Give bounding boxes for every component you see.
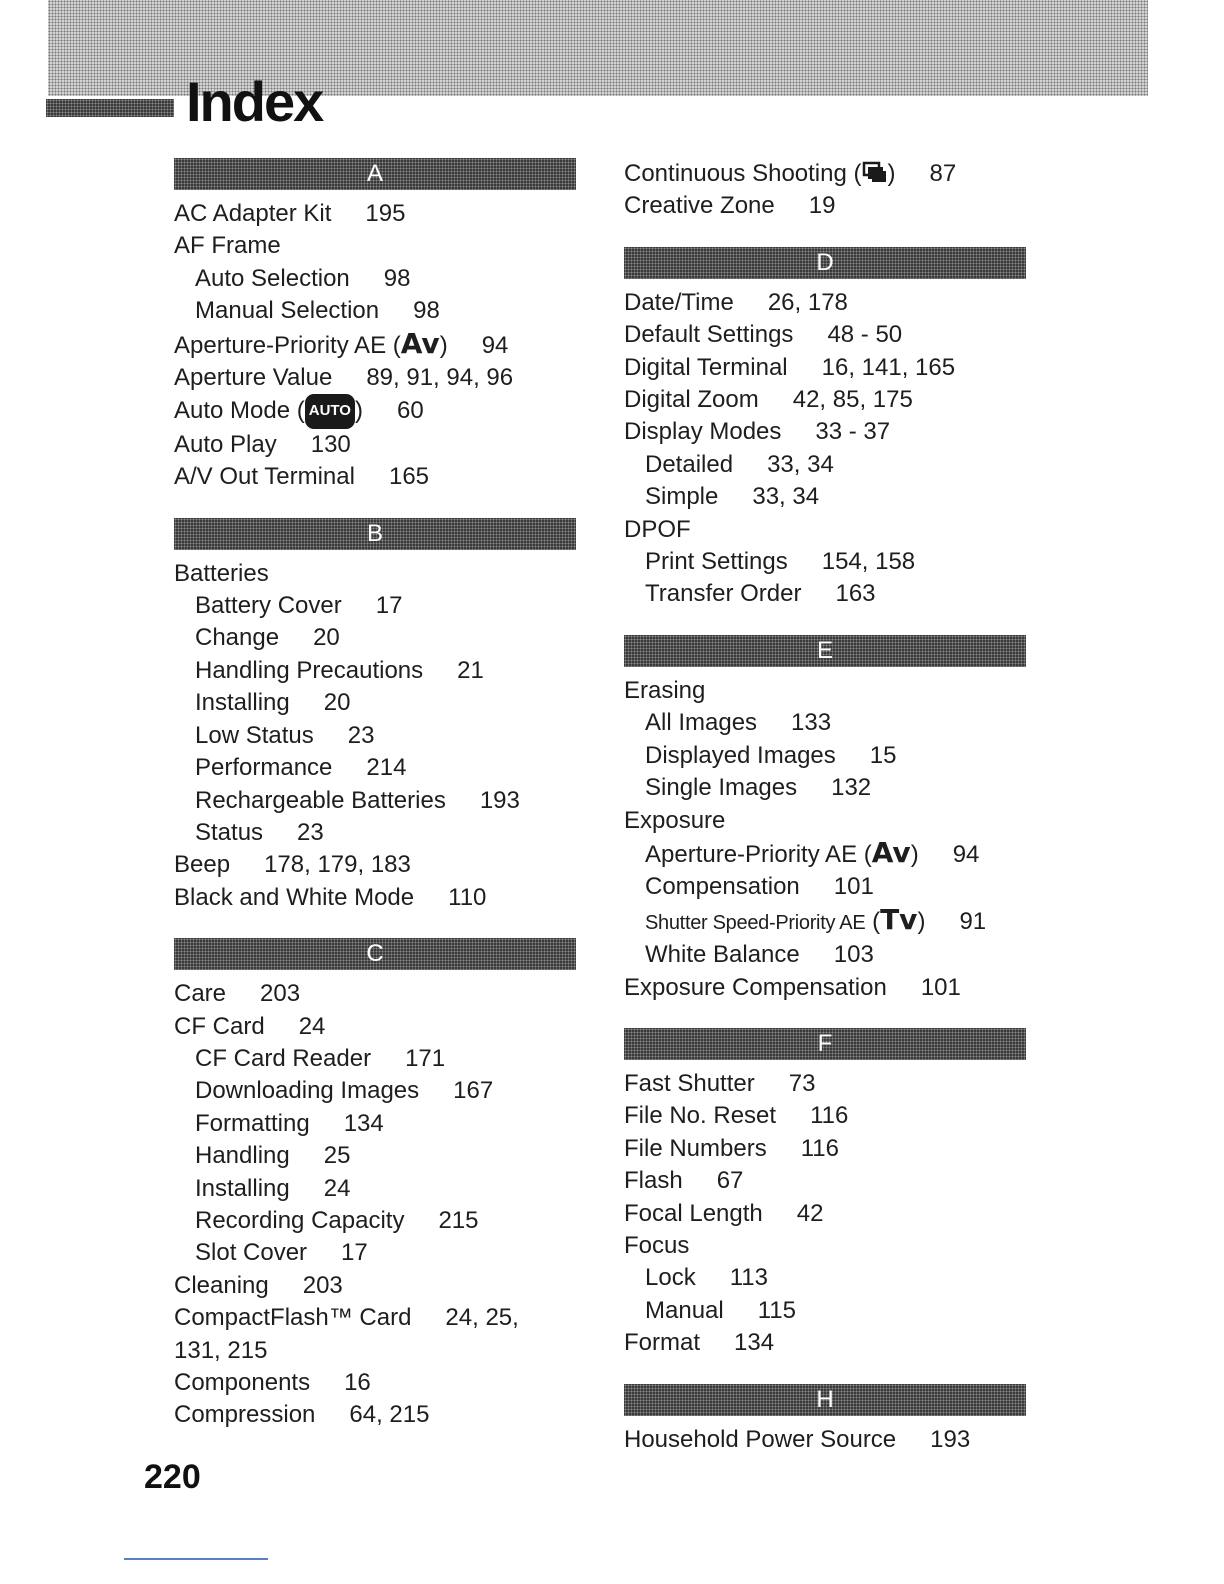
entry-name: Exposure (624, 806, 726, 834)
index-subentry (174, 817, 576, 849)
entry-name: Cleaning (174, 1271, 269, 1299)
section-spacer (624, 223, 1026, 247)
entry-name: Shutter Speed-Priority AE (645, 911, 866, 934)
entry-pages: 87 (929, 160, 957, 187)
section-letter-header: F (624, 1028, 1026, 1060)
entry-name: Performance (195, 754, 333, 782)
index-entry (174, 362, 576, 394)
entry-pages: 98 (383, 264, 411, 292)
entry-pages: 60 (396, 397, 424, 425)
index-subentry (624, 871, 1026, 903)
entry-pages: 17 (341, 1239, 368, 1267)
entry-name: Fast Shutter (624, 1069, 755, 1097)
index-section (624, 247, 1026, 611)
index-entry (624, 1327, 1026, 1359)
index-entry (624, 1230, 1026, 1262)
index-column-right (624, 158, 1026, 1456)
entry-pages: 94 (952, 840, 980, 868)
aperture-priority-icon: (Av) (386, 326, 448, 360)
entry-name: Auto Play (174, 430, 277, 458)
entry-pages: 17 (375, 592, 403, 620)
index-subentry (624, 939, 1026, 971)
entry-name: Auto Mode (174, 397, 291, 425)
entry-name: A/V Out Terminal (174, 463, 355, 491)
index-subentry (624, 449, 1026, 481)
index-subentry (174, 1205, 576, 1237)
entry-pages: 98 (413, 297, 440, 325)
index-entry (174, 328, 576, 362)
entry-name: Slot Cover (195, 1239, 308, 1267)
entry-name: CompactFlash™ Card (174, 1304, 412, 1332)
index-subentry (174, 1237, 576, 1269)
entry-name: Flash (624, 1167, 683, 1195)
entry-pages: 21 (457, 656, 484, 684)
index-section (174, 938, 576, 1432)
entry-pages: 195 (365, 200, 406, 227)
index-entry (174, 882, 576, 914)
index-entry (624, 287, 1026, 319)
entry-pages: 165 (388, 463, 430, 491)
index-subentry (174, 720, 576, 752)
entry-name: Erasing (624, 676, 706, 704)
entry-name: Date/Time (624, 288, 734, 316)
index-subentry (624, 481, 1026, 513)
entry-name: CF Card (174, 1012, 265, 1040)
index-entry (624, 190, 1026, 222)
section-letter-header: D (624, 247, 1026, 279)
index-subentry (174, 1173, 576, 1205)
index-entry (624, 1100, 1026, 1132)
section-letter-header: E (624, 635, 1026, 667)
index-entry (624, 675, 1026, 707)
entry-pages: 193 (479, 786, 520, 814)
entry-name: AC Adapter Kit (174, 200, 332, 227)
entry-name: Digital Terminal (624, 353, 788, 381)
index-entry (624, 514, 1026, 546)
entry-pages: 91 (959, 907, 987, 935)
av-mode-label: Av (871, 835, 911, 869)
entry-pages: 103 (833, 941, 874, 969)
entry-name: Formatting (195, 1109, 310, 1137)
entry-pages: 33, 34 (767, 450, 834, 478)
entry-name: Default Settings (624, 321, 794, 349)
entry-pages: 132 (831, 774, 872, 802)
entry-name: Detailed (645, 450, 734, 478)
section-spacer (624, 1360, 1026, 1384)
entry-name: White Balance (645, 941, 800, 969)
entry-name: Continuous Shooting (624, 160, 847, 187)
index-entry (624, 1198, 1026, 1230)
entry-name: Manual Selection (195, 297, 380, 325)
index-entry (624, 805, 1026, 837)
entry-name: Single Images (645, 774, 798, 802)
section-letter-header: H (624, 1384, 1026, 1416)
entry-pages: 24 (323, 1174, 351, 1202)
index-section (624, 1028, 1026, 1360)
page-title: Index (186, 70, 323, 133)
index-subentry (174, 1140, 576, 1172)
index-entry (174, 1367, 576, 1399)
index-section (624, 635, 1026, 1004)
index-subentry (624, 578, 1026, 610)
entry-pages: 193 (930, 1425, 971, 1453)
index-entry (624, 1165, 1026, 1197)
entry-name: Displayed Images (645, 741, 836, 769)
index-subentry (174, 590, 576, 622)
entry-name: Display Modes (624, 418, 782, 446)
section-letter-header: C (174, 938, 576, 970)
entry-pages: 130 (310, 430, 351, 458)
index-column-left (174, 158, 576, 1432)
entry-name: Black and White Mode (174, 883, 415, 911)
entry-pages: 154, 158 (821, 548, 916, 576)
entry-name: Exposure Compensation (624, 973, 887, 1001)
index-section (624, 1384, 1026, 1456)
entry-pages: 203 (260, 980, 301, 1008)
entry-pages: 42 (796, 1199, 824, 1227)
index-entry (624, 158, 1026, 190)
entry-name: Aperture-Priority AE (645, 840, 858, 868)
section-spacer (174, 914, 576, 938)
entry-name: Handling (195, 1142, 290, 1170)
index-entry (174, 429, 576, 461)
entry-pages: 25 (323, 1142, 351, 1170)
auto-mode-label: AUTO (305, 394, 355, 428)
entry-pages: 101 (920, 973, 961, 1001)
entry-name: Format (624, 1329, 701, 1357)
entry-pages: 23 (297, 818, 324, 846)
entry-name: Household Power Source (624, 1425, 897, 1453)
entry-name: Compression (174, 1401, 316, 1429)
entry-pages: 94 (481, 331, 509, 359)
index-subentry (174, 752, 576, 784)
section-spacer (174, 494, 576, 518)
index-entry (174, 461, 576, 493)
entry-pages: 20 (323, 689, 351, 717)
index-subentry (624, 707, 1026, 739)
entry-name: Status (195, 818, 264, 846)
index-entry (624, 972, 1026, 1004)
entry-pages: 203 (302, 1271, 343, 1299)
index-entry (624, 1424, 1026, 1456)
entry-pages: 24, 25, 131, 215 (174, 1304, 519, 1364)
entry-name: Rechargeable Batteries (195, 786, 446, 814)
entry-pages: 178, 179, 183 (264, 851, 411, 879)
section-spacer (624, 1004, 1026, 1028)
index-subentry (624, 546, 1026, 578)
index-entry (624, 352, 1026, 384)
entry-pages: 19 (808, 192, 836, 220)
entry-name: File No. Reset (624, 1102, 777, 1130)
entry-name: Installing (195, 1174, 290, 1202)
index-entry (624, 319, 1026, 351)
index-subentry (174, 687, 576, 719)
entry-pages: 20 (313, 624, 340, 652)
entry-name: Battery Cover (195, 592, 342, 620)
entry-name: Manual (645, 1296, 724, 1324)
entry-name: Downloading Images (195, 1077, 420, 1105)
entry-name: All Images (645, 709, 758, 737)
entry-pages: 171 (405, 1044, 446, 1072)
index-entry (174, 849, 576, 881)
entry-pages: 15 (869, 741, 897, 769)
entry-pages: 89, 91, 94, 96 (366, 364, 514, 392)
entry-pages: 133 (791, 709, 832, 737)
entry-name: Digital Zoom (624, 386, 759, 414)
entry-name: Lock (645, 1264, 696, 1292)
index-entry (624, 384, 1026, 416)
entry-name: Aperture Value (174, 364, 333, 392)
entry-pages: 167 (453, 1077, 494, 1105)
entry-name: Compensation (645, 873, 800, 901)
entry-name: Change (195, 624, 280, 652)
entry-pages: 48 - 50 (827, 321, 903, 349)
entry-pages: 116 (810, 1102, 849, 1130)
index-subentry (174, 1108, 576, 1140)
entry-pages: 215 (438, 1206, 479, 1234)
section-spacer (624, 611, 1026, 635)
title-accent-bar (46, 99, 174, 117)
entry-name: Installing (195, 689, 290, 717)
entry-pages: 116 (800, 1134, 839, 1162)
entry-pages: 134 (343, 1109, 384, 1137)
entry-name: DPOF (624, 515, 691, 543)
index-subentry (174, 622, 576, 654)
entry-pages: 64, 215 (349, 1401, 430, 1429)
entry-name: Batteries (174, 559, 269, 587)
entry-pages: 115 (757, 1296, 796, 1324)
index-section (174, 518, 576, 914)
index-entry (174, 1302, 576, 1367)
bottom-rule (124, 1558, 268, 1560)
index-entry (174, 558, 576, 590)
entry-pages: 16 (344, 1369, 371, 1396)
index-subentry (174, 1043, 576, 1075)
section-letter-header: B (174, 518, 576, 550)
entry-pages: 26, 178 (767, 288, 848, 316)
entry-pages: 73 (788, 1069, 816, 1097)
tv-mode-label: Tv (880, 902, 918, 936)
section-letter-header: A (174, 158, 576, 190)
index-entry (174, 198, 576, 230)
continuous-shooting-icon: ( ) (846, 160, 896, 187)
entry-pages: 33, 34 (752, 483, 820, 511)
index-section (174, 158, 576, 494)
index-subentry (624, 904, 1026, 939)
index-subentry (624, 837, 1026, 871)
entry-pages: 110 (448, 883, 487, 911)
entry-pages: 33 - 37 (815, 418, 891, 446)
entry-name: CF Card Reader (195, 1044, 372, 1072)
entry-name: Focus (624, 1231, 690, 1259)
shutter-priority-icon: (Tv) (865, 902, 926, 936)
entry-name: Aperture-Priority AE (174, 331, 387, 359)
index-entry (174, 1399, 576, 1431)
entry-name: Auto Selection (195, 264, 350, 292)
entry-pages: 113 (729, 1264, 768, 1292)
entry-name: Creative Zone (624, 192, 775, 220)
av-mode-label: Av (400, 326, 440, 360)
entry-name: Components (174, 1369, 311, 1396)
entry-pages: 214 (366, 754, 407, 782)
entry-name: Focal Length (624, 1199, 763, 1227)
entry-name: Low Status (195, 721, 314, 749)
index-entry (174, 230, 576, 262)
index-entry (174, 978, 576, 1010)
aperture-priority-icon: (Av) (857, 835, 919, 869)
entry-name: Transfer Order (645, 580, 802, 608)
index-section (624, 158, 1026, 223)
index-subentry (174, 295, 576, 327)
index-entry (624, 1133, 1026, 1165)
entry-name: File Numbers (624, 1134, 767, 1162)
entry-pages: 24 (298, 1012, 326, 1040)
entry-name: Beep (174, 851, 231, 879)
index-entry (624, 1068, 1026, 1100)
entry-pages: 67 (716, 1167, 744, 1195)
index-subentry (624, 772, 1026, 804)
auto-mode-icon: ( AUTO ) (290, 397, 363, 424)
index-subentry (174, 785, 576, 817)
entry-pages: 16, 141, 165 (821, 353, 956, 381)
page-number: 220 (144, 1458, 201, 1496)
index-entry (174, 394, 576, 428)
entry-pages: 101 (833, 873, 874, 901)
entry-name: Print Settings (645, 548, 788, 576)
entry-name: Simple (645, 483, 719, 511)
index-subentry (624, 740, 1026, 772)
index-subentry (174, 655, 576, 687)
entry-pages: 23 (347, 721, 375, 749)
entry-name: Recording Capacity (195, 1206, 405, 1234)
entry-pages: 42, 85, 175 (792, 386, 913, 414)
index-subentry (624, 1295, 1026, 1327)
index-entry (174, 1011, 576, 1043)
index-entry (624, 416, 1026, 448)
index-subentry (174, 263, 576, 295)
entry-name: Handling Precautions (195, 656, 424, 684)
entry-pages: 134 (734, 1329, 775, 1357)
entry-pages: 163 (835, 580, 876, 608)
entry-name: Care (174, 980, 227, 1008)
index-subentry (174, 1075, 576, 1107)
index-subentry (624, 1262, 1026, 1294)
entry-name: AF Frame (174, 232, 281, 260)
index-entry (174, 1270, 576, 1302)
